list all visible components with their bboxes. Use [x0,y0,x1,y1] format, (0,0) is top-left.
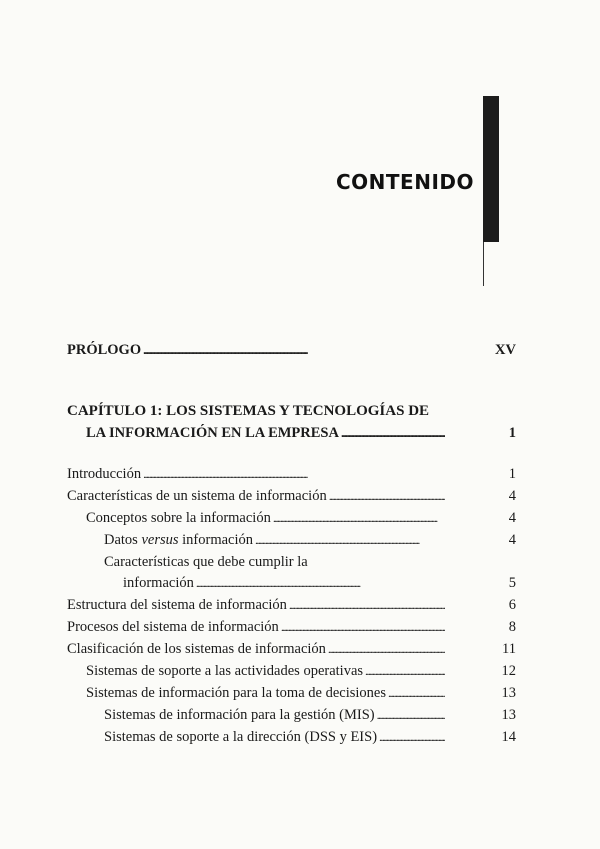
toc-entry[interactable] [67,465,516,483]
toc-entry[interactable] [67,640,516,658]
toc-entry-label: información [123,575,194,591]
toc-entry-page: XV [495,342,516,358]
toc-entry-page: 4 [508,510,516,526]
toc-entry-page: 1 [508,466,516,482]
toc-entry-label: Introducción [67,466,142,482]
dot-leader [281,618,445,636]
toc-entry-page: 12 [501,663,516,679]
toc-entry-label-line1: Características que debe cumplir la [104,554,308,570]
thumb-tab-rule [483,242,484,286]
dot-leader [289,596,445,614]
toc-entry[interactable] [86,684,516,702]
toc-entry-label: Sistemas de soporte a la dirección (DSS y EIS) [104,729,378,745]
dot-leader [143,465,445,483]
toc-entry[interactable] [86,509,516,527]
toc-entry-label: Sistemas de información para la toma de decisiones [86,685,386,701]
toc-entry-label: Datos versus información [104,532,254,548]
toc-entry[interactable] [123,574,516,592]
toc-entry-label: Sistemas de información para la gestión (MIS) [104,707,375,723]
dot-leader [377,706,445,724]
dot-leader [196,574,445,592]
toc-entry[interactable] [67,487,516,505]
toc-entry-label: Estructura del sistema de información [67,597,287,613]
toc-entry-label: Características de un sistema de información [67,488,327,504]
toc-entry-page: 14 [501,729,516,745]
toc-entry-page: 1 [508,425,516,441]
dot-leader [388,684,445,702]
toc-entry-page: 13 [501,707,516,723]
page-heading: CONTENIDO [335,170,474,194]
toc-entry[interactable] [67,618,516,636]
toc-entry-page: 5 [508,575,516,591]
toc-entry[interactable] [104,728,516,746]
dot-leader [328,640,445,658]
toc-entry-label: LA INFORMACIÓN EN LA EMPRESA [86,425,339,441]
dot-leader [365,662,445,680]
toc-entry-page: 8 [508,619,516,635]
toc-entry-page: 4 [508,488,516,504]
chapter-thumb-tab [483,96,499,242]
toc-entry-page: 6 [508,597,516,613]
toc-entry-label: Sistemas de soporte a las actividades operativas [86,663,364,679]
toc-entry-chapter-1[interactable] [86,424,516,442]
toc-entry-label: Procesos del sistema de información [67,619,279,635]
toc-entry-label: Clasificación de los sistemas de información [67,641,326,657]
toc-entry-label: Conceptos sobre la información [86,510,271,526]
toc-entry-prologue[interactable] [67,341,516,359]
dot-leader [329,487,445,505]
dot-leader [255,531,445,549]
toc-entry-page: 13 [501,685,516,701]
toc-entry-label: PRÓLOGO [67,342,142,358]
dot-leader [273,509,445,527]
toc-entry-page: 4 [508,532,516,548]
toc-entry-page: 11 [502,641,516,657]
dot-leader [341,424,445,442]
dot-leader [143,341,445,359]
toc-entry[interactable] [67,596,516,614]
toc-entry[interactable] [86,662,516,680]
toc-entry[interactable] [104,706,516,724]
toc-entry[interactable] [104,531,516,549]
dot-leader [379,728,445,746]
chapter-1-title-line1: CAPÍTULO 1: LOS SISTEMAS Y TECNOLOGÍAS DE [67,403,430,419]
